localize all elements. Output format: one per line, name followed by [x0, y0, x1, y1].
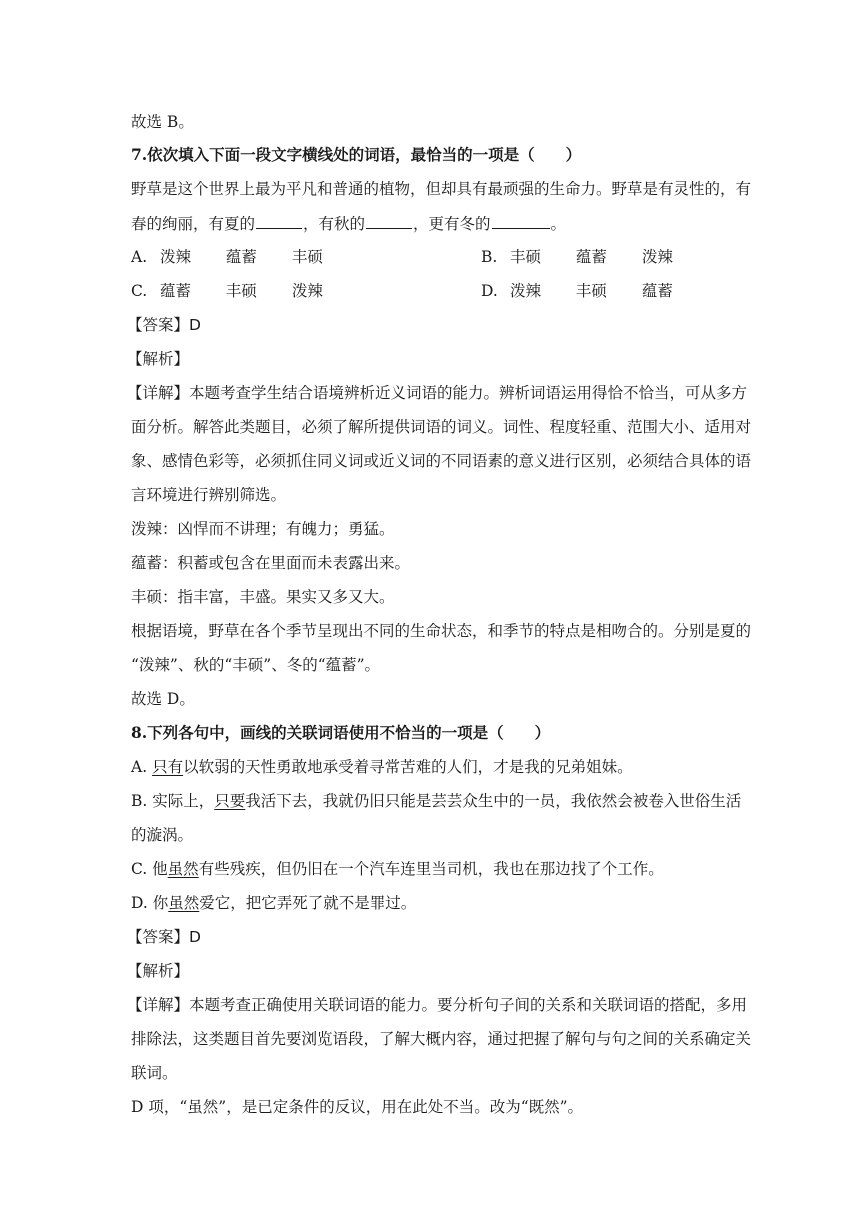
q7-detail-line3: 象、感情色彩等，必须抓住同义词或近义词的不同语素的意义进行区别，必须结合具体的语	[131, 452, 752, 470]
option-word: 泼辣	[641, 248, 673, 266]
answer-value: D	[189, 316, 201, 334]
q7-context-line2: “泼辣”、秋的“丰硕”、冬的“蕴蓄”。	[131, 656, 381, 674]
option-word: 丰硕	[575, 282, 607, 300]
option-word: 蕴蓄	[641, 282, 673, 300]
q8-stem	[131, 723, 731, 743]
answer-tag: 【答案】	[127, 316, 190, 334]
q7-detail-line1	[127, 383, 748, 403]
q7-def-3: 丰硕：指丰富，丰盛。果实又多又大。	[131, 588, 395, 606]
passage-text: ，有秋的	[303, 215, 366, 233]
option-letter: D.	[481, 282, 498, 300]
option-letter: B.	[481, 248, 498, 266]
option-word: 泼辣	[291, 282, 323, 300]
q8-option-c	[131, 859, 731, 879]
blank-2	[366, 213, 412, 229]
detail-tag: 【详解】	[127, 996, 190, 1014]
q7-def-1: 泼辣：凶悍而不讲理；有魄力；勇猛。	[131, 520, 395, 538]
option-prefix: C. 他	[131, 860, 168, 878]
q8-detail-line3: 联词。	[131, 1064, 178, 1082]
q7-analysis-tag: 【解析】	[127, 350, 190, 368]
q7-def-2: 蕴蓄：积蓄或包含在里面而未表露出来。	[131, 554, 411, 572]
option-text: 有些残疾，但仍旧在一个汽车连里当司机，我也在那边找了个工作。	[198, 860, 664, 878]
option-word: 蕴蓄	[225, 248, 257, 266]
q8-detail-line2: 排除法，这类题目首先要浏览语段，了解大概内容，通过把握了解句与句之间的关系确定关	[131, 1030, 752, 1048]
underlined-conjunction: 只有	[152, 758, 184, 776]
underlined-conjunction: 虽然	[167, 860, 199, 878]
underlined-conjunction: 只要	[214, 792, 246, 810]
q7-stem	[131, 145, 731, 165]
option-prefix: B. 实际上，	[131, 792, 215, 810]
q7-context-line1: 根据语境，野草在各个季节呈现出不同的生命状态，和季节的特点是相吻合的。分别是夏的	[131, 622, 752, 640]
option-text: 以软弱的天性勇敢地承受着寻常苦难的人们，才是我的兄弟姐妹。	[183, 758, 633, 776]
q8-conclusion: D 项，“虽然”，是已定条件的反议，用在此处不当。改为“既然”。	[131, 1098, 584, 1116]
q8-option-b	[131, 791, 742, 811]
option-word: 泼辣	[159, 248, 191, 266]
q7-option-d	[481, 281, 703, 301]
option-prefix: D. 你	[131, 894, 169, 912]
detail-tag: 【详解】	[127, 384, 190, 402]
q8-answer	[127, 927, 727, 947]
option-letter: A.	[131, 248, 148, 266]
q7-detail-line2: 面分析。解答此类题目，必须了解所提供词语的词义。词性、程度轻重、范围大小、适用对	[131, 418, 752, 436]
passage-text: ，更有冬的	[413, 215, 491, 233]
option-text: 爱它，把它弄死了就不是罪过。	[199, 894, 417, 912]
q7-detail-line4: 言环境进行辨别筛选。	[131, 486, 287, 504]
q7-option-c	[131, 281, 353, 301]
q8-option-a	[131, 757, 731, 777]
option-word: 丰硕	[291, 248, 323, 266]
option-word: 蕴蓄	[575, 248, 607, 266]
q7-conclusion: 故选 D。	[131, 690, 195, 708]
q7-passage-line1: 野草是这个世界上最为平凡和普通的植物，但却具有最顽强的生命力。野草是有灵性的，有	[131, 180, 752, 198]
q8-option-b-cont: 的漩涡。	[131, 826, 194, 844]
q7-option-a	[131, 247, 353, 267]
option-letter: C.	[131, 282, 148, 300]
detail-text: 本题考查正确使用关联词语的能力。要分析句子间的关系和关联词语的搭配，多用	[189, 996, 748, 1014]
option-word: 泼辣	[509, 282, 541, 300]
option-word: 丰硕	[225, 282, 257, 300]
q8-detail-line1	[127, 995, 748, 1015]
underlined-conjunction: 虽然	[168, 894, 200, 912]
blank-1	[256, 213, 302, 229]
q7-answer	[127, 315, 727, 335]
q7-passage-line2	[131, 213, 731, 234]
option-prefix: A.	[131, 758, 153, 776]
q7-option-b	[481, 247, 703, 267]
q8-stem-text: 8.下列各句中，画线的关联词语使用不恰当的一项是（ ）	[131, 723, 551, 742]
detail-text: 本题考查学生结合语境辨析近义词语的能力。辨析词语运用得恰不恰当，可从多方	[189, 384, 748, 402]
answer-tag: 【答案】	[127, 928, 190, 946]
option-text: 我活下去，我就仍旧只能是芸芸众生中的一员，我依然会被卷入世俗生活	[245, 792, 742, 810]
prev-conclusion: 故选 B。	[131, 113, 194, 131]
blank-3	[492, 213, 550, 229]
passage-text: 春的绚丽，有夏的	[131, 215, 256, 233]
q8-option-d	[131, 893, 731, 913]
passage-text: 。	[550, 215, 567, 233]
q8-analysis-tag: 【解析】	[127, 962, 190, 980]
answer-value: D	[189, 928, 201, 946]
option-word: 丰硕	[509, 248, 541, 266]
option-word: 蕴蓄	[159, 282, 191, 300]
q7-stem-text: 7.依次填入下面一段文字横线处的词语，最恰当的一项是（ ）	[131, 145, 582, 164]
